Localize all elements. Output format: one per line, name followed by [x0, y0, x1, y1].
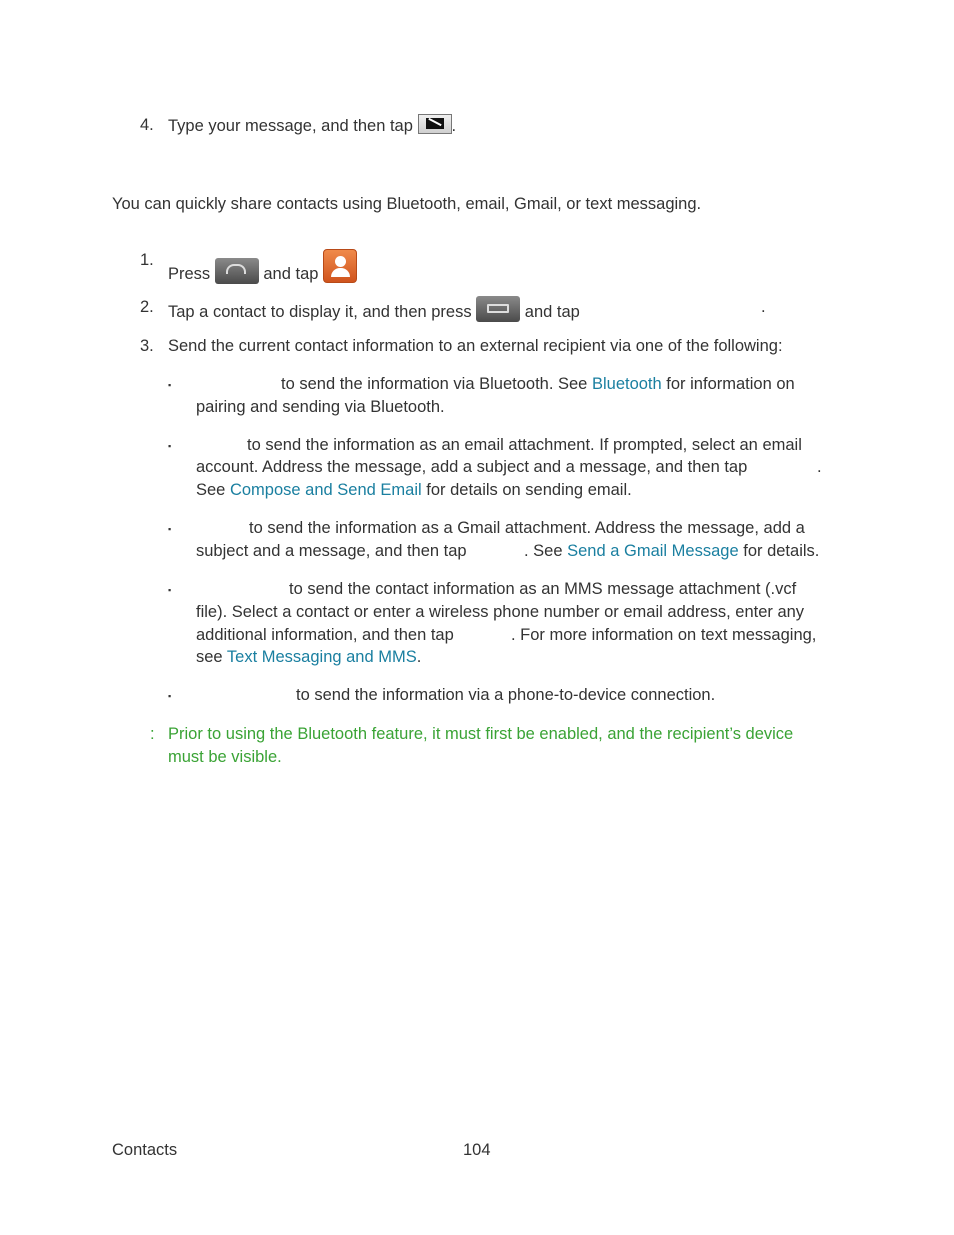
- step-4-label: Type your message, and then tap: [168, 117, 413, 135]
- bullet-3-line-2a: subject and a message, and then tap: [196, 542, 467, 560]
- bullet-4-line-1: to send the contact information as an MMS message attachment (.vcf: [289, 580, 797, 598]
- step-2-period: .: [761, 298, 766, 316]
- bullet-2-line-2: account. Address the message, add a subject and a message, and then tap: [196, 458, 748, 476]
- footer-page-number: 104: [463, 1141, 491, 1159]
- bullet-2-details: for details on sending email.: [426, 481, 632, 499]
- bullet-marker: ▪: [168, 524, 172, 534]
- bullet-marker: ▪: [168, 441, 172, 451]
- contacts-app-icon: [323, 249, 357, 283]
- bullet-2-line-3: [196, 479, 632, 502]
- bullet-marker: ▪: [168, 691, 172, 701]
- step-1-text: [168, 249, 357, 286]
- bluetooth-link[interactable]: Bluetooth: [591, 375, 662, 393]
- bullet-3-details: for details.: [743, 542, 820, 560]
- step-1-press: Press: [168, 265, 211, 283]
- bullet-4-period: .: [416, 648, 422, 666]
- bullet-3-line-2b: [524, 540, 819, 563]
- send-message-icon: [418, 114, 452, 134]
- step-1-and-tap: and tap: [263, 265, 319, 283]
- bullet-4-line-4: [196, 646, 421, 669]
- bullet-4-line-3a: additional information, and then tap: [196, 626, 454, 644]
- bullet-marker: ▪: [168, 380, 172, 390]
- bullet-2-line-2-period: .: [817, 458, 822, 476]
- step-2-text: [168, 296, 580, 324]
- step-4-number: 4.: [140, 116, 154, 134]
- bullet-marker: ▪: [168, 585, 172, 595]
- step-2-and-tap: and tap: [524, 303, 580, 321]
- bullet-4-line-2: file). Select a contact or enter a wireless phone number or email address, enter any: [196, 603, 805, 621]
- bullet-2-line-1: to send the information as an email attachment. If prompted, select an email: [247, 436, 802, 454]
- send-gmail-message-link[interactable]: Send a Gmail Message: [567, 542, 739, 560]
- bullet-4-see: see: [196, 648, 223, 666]
- compose-send-email-link[interactable]: Compose and Send Email: [229, 481, 422, 499]
- step-1-number: 1.: [140, 251, 154, 269]
- text-messaging-mms-link[interactable]: Text Messaging and MMS: [226, 648, 417, 666]
- bullet-5-line-1: to send the information via a phone-to-device connection.: [296, 686, 716, 704]
- step-2-tap-contact: Tap a contact to display it, and then press: [168, 303, 472, 321]
- footer-section-title: Contacts: [112, 1141, 178, 1159]
- note-colon: :: [150, 725, 155, 743]
- note-line-1: Prior to using the Bluetooth feature, it must first be enabled, and the recipient’s device: [168, 725, 794, 743]
- bullet-1-line-2: pairing and sending via Bluetooth.: [196, 398, 445, 416]
- step-2-number: 2.: [140, 298, 154, 316]
- bullet-1-text: to send the information via Bluetooth. See: [281, 375, 588, 393]
- menu-key-icon: [476, 296, 520, 322]
- step-3-number: 3.: [140, 337, 154, 355]
- bullet-1-text-end: for information on: [666, 375, 795, 393]
- bullet-3-see: . See: [524, 542, 563, 560]
- bullet-3-line-1: to send the information as a Gmail attachment. Address the message, add a: [249, 519, 805, 537]
- intro-paragraph: You can quickly share contacts using Bluetooth, email, Gmail, or text messaging.: [112, 195, 702, 213]
- home-key-icon: [215, 258, 259, 284]
- bullet-2-see: See: [196, 481, 226, 499]
- step-3-text: Send the current contact information to an external recipient via one of the following:: [168, 337, 783, 355]
- step-4-period: .: [451, 117, 457, 135]
- step-4-text: [168, 114, 456, 138]
- bullet-1-line-1: [281, 373, 795, 396]
- bullet-4-line-3b: . For more information on text messaging,: [511, 626, 817, 644]
- note-line-2: must be visible.: [168, 748, 282, 766]
